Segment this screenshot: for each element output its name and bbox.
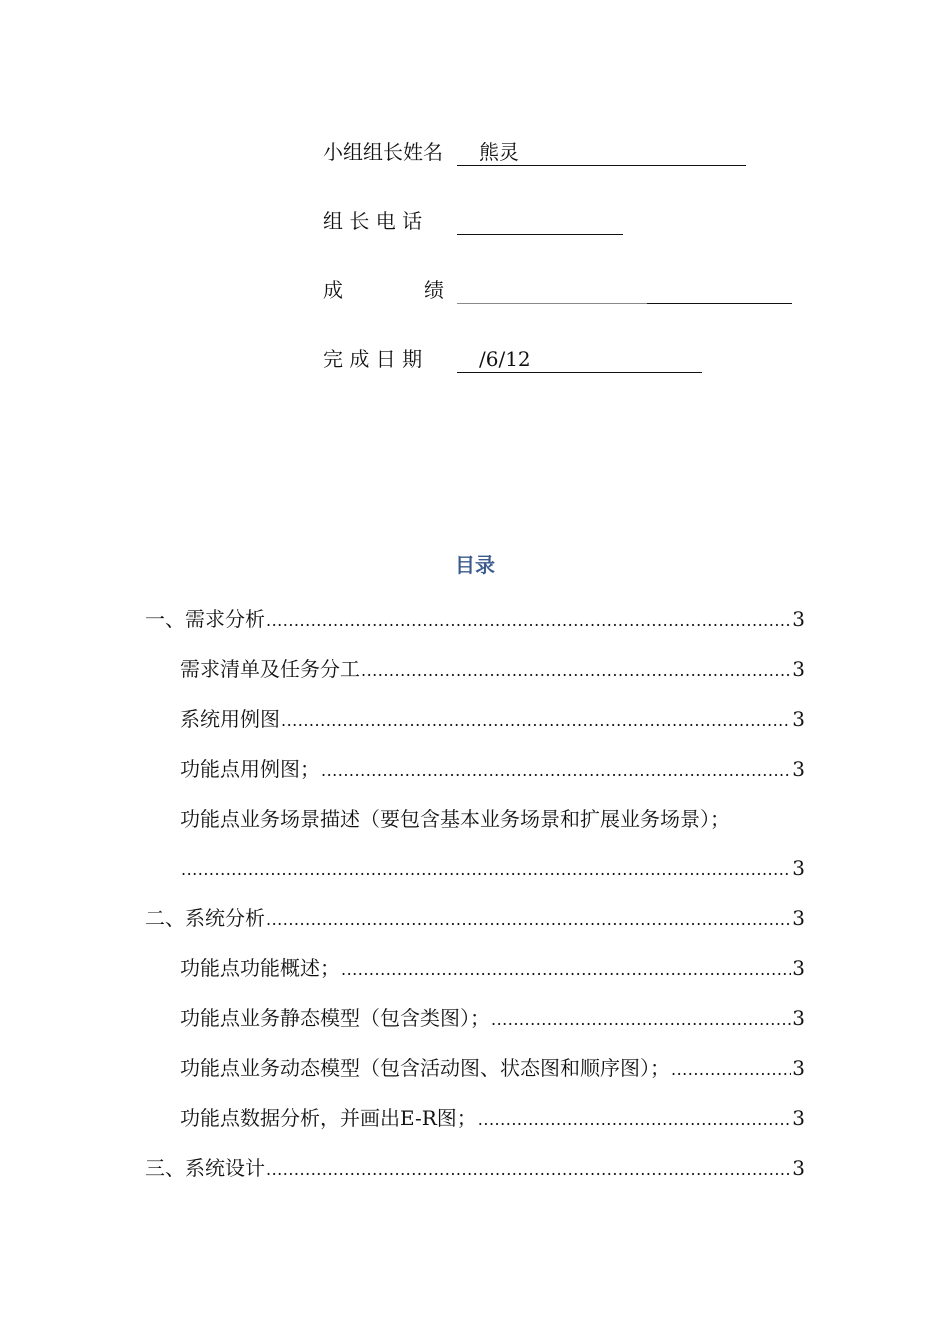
toc-entry-page: 3 <box>792 607 805 631</box>
toc-leader-dots <box>181 855 791 885</box>
toc-entry[interactable] <box>145 604 805 634</box>
phone-label: 组 长 电 话 <box>323 209 423 233</box>
toc-entry-text: 功能点业务静态模型（包含类图）； <box>180 1006 490 1030</box>
toc-leader-dots <box>266 1155 791 1185</box>
toc-entry-page: 3 <box>792 906 805 930</box>
toc-entry-text: 系统用例图 <box>180 707 280 731</box>
toc-leader-dots <box>281 706 791 736</box>
leader-field <box>457 137 746 166</box>
toc-entry-wrapped-text[interactable] <box>180 804 805 834</box>
score-label-2: 绩 <box>424 278 444 302</box>
toc-leader-dots <box>671 1055 791 1085</box>
toc-entry-text: 功能点数据分析，并画出E-R图； <box>180 1106 477 1130</box>
toc-entry-text: 功能点业务动态模型（包含活动图、状态图和顺序图）； <box>180 1056 670 1080</box>
toc-entry[interactable] <box>180 654 805 684</box>
leader-value: 熊灵 <box>479 140 519 164</box>
toc-leader-dots <box>266 905 791 935</box>
toc-leader-dots <box>341 955 791 985</box>
date-field <box>457 344 702 373</box>
toc-entry-text: 功能点功能概述； <box>180 956 340 980</box>
toc-entry-text: 功能点业务场景描述（要包含基本业务场景和扩展业务场景）； <box>180 807 730 831</box>
date-value: /6/12 <box>479 347 531 371</box>
toc-entry[interactable] <box>180 754 805 784</box>
phone-field <box>457 206 623 235</box>
toc-entry-text: 需求分析 <box>185 607 265 631</box>
toc-entry-number: 三、 <box>145 1156 185 1180</box>
toc-entry-page: 3 <box>792 757 805 781</box>
toc-entry-text: 系统分析 <box>185 906 265 930</box>
toc-title: 目录 <box>455 553 495 577</box>
toc-entry[interactable] <box>180 1103 805 1133</box>
leader-label: 小组组长姓名 <box>323 140 443 164</box>
toc-entry-text: 功能点用例图； <box>180 757 320 781</box>
toc-leader-dots <box>266 606 791 636</box>
toc-entry-page: 3 <box>792 1056 805 1080</box>
toc-entry-page: 3 <box>792 1006 805 1030</box>
toc-leader-dots <box>491 1005 791 1035</box>
score-field-light <box>457 275 647 304</box>
toc-entry-text: 系统设计 <box>185 1156 265 1180</box>
toc-entry-number: 二、 <box>145 906 185 930</box>
toc-entry-page: 3 <box>792 1106 805 1130</box>
toc-entry-page: 3 <box>792 1156 805 1180</box>
toc-entry[interactable] <box>180 1053 805 1083</box>
date-label: 完 成 日 期 <box>323 347 423 371</box>
toc-leader-dots <box>478 1105 791 1135</box>
toc-entry-number: 一、 <box>145 607 185 631</box>
toc-entry-page: 3 <box>792 707 805 731</box>
toc-entry-page: 3 <box>792 956 805 980</box>
toc-entry[interactable] <box>180 953 805 983</box>
toc-entry-page: 3 <box>792 657 805 681</box>
toc-entry[interactable] <box>180 704 805 734</box>
score-field-dark <box>647 275 792 304</box>
toc-entry[interactable] <box>145 1153 805 1183</box>
toc-leader-dots <box>321 756 791 786</box>
toc-entry[interactable] <box>145 903 805 933</box>
toc-entry-text: 需求清单及任务分工 <box>180 657 360 681</box>
toc-leader-dots <box>361 656 791 686</box>
toc-entry[interactable] <box>180 1003 805 1033</box>
toc-entry[interactable] <box>180 853 805 883</box>
toc-entry-page: 3 <box>792 856 805 880</box>
score-label-1: 成 <box>323 278 343 302</box>
